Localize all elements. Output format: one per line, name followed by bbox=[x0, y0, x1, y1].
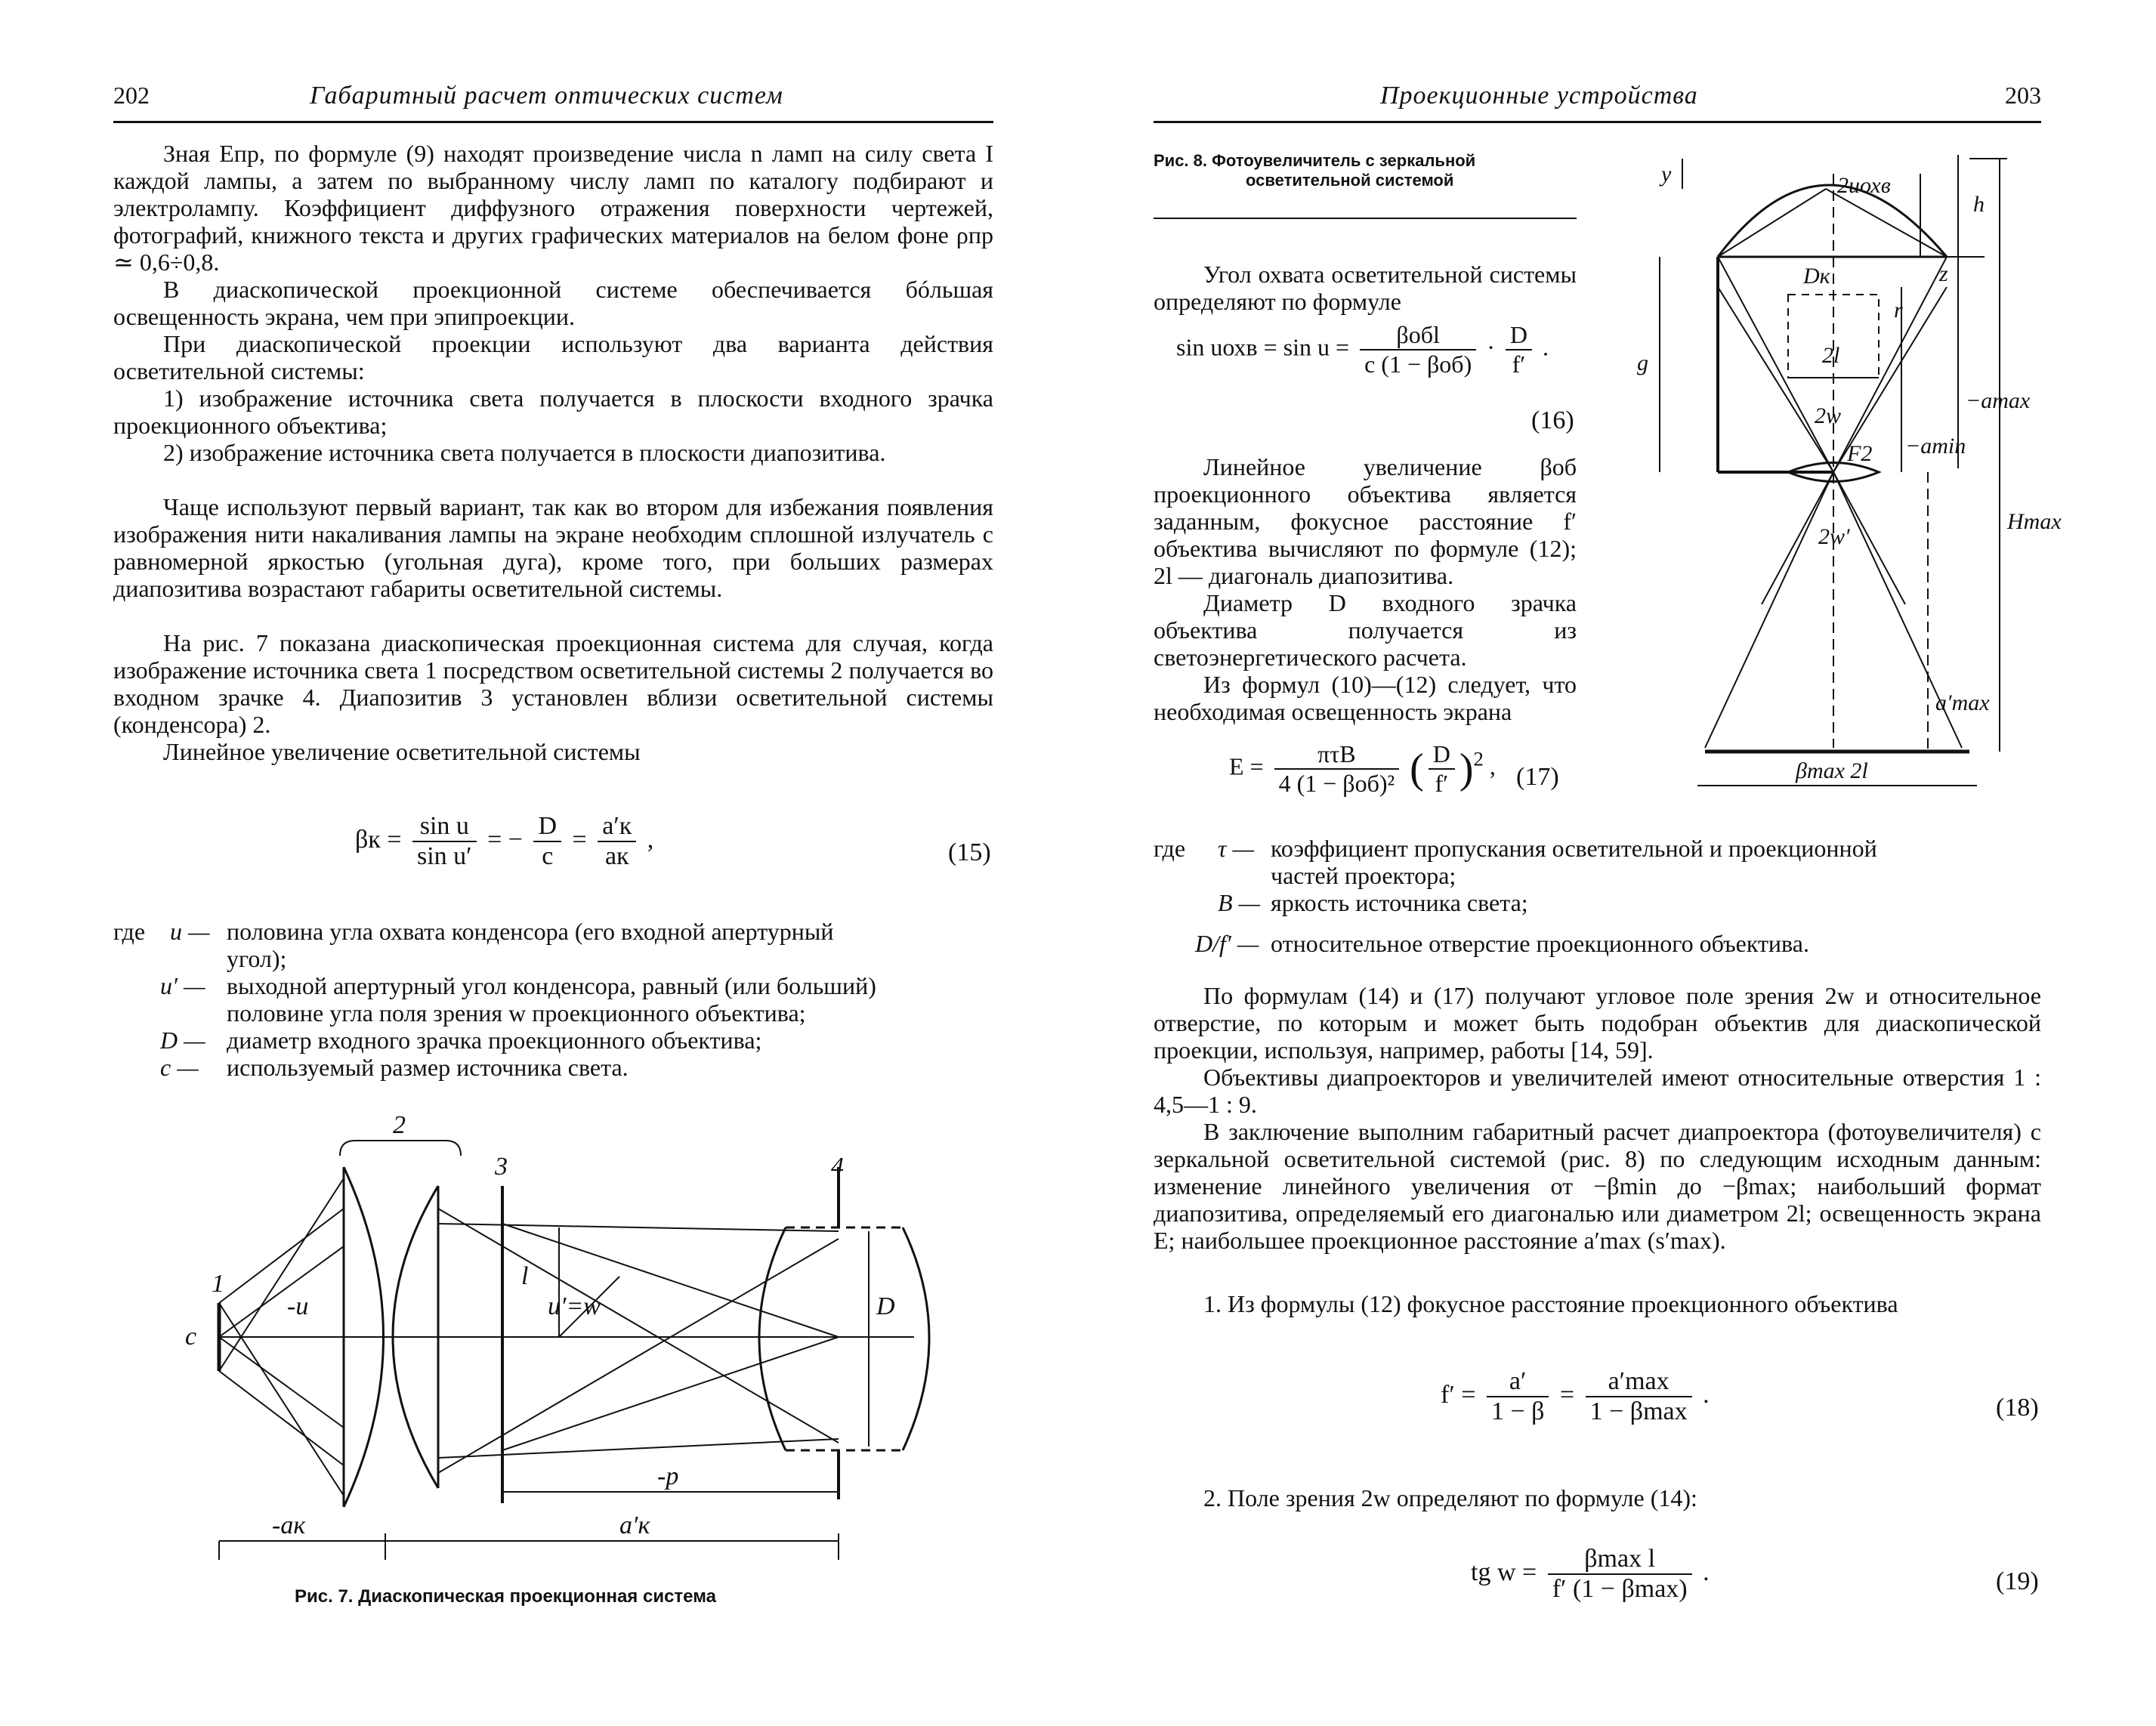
fig8-label-bottom: βmax 2l bbox=[1796, 758, 1868, 783]
fig7-label-4: 4 bbox=[831, 1153, 844, 1181]
fraction: $\frac{\text{sin u}}{\text{sin u′}}$ bbox=[412, 812, 477, 871]
fig7-label-2: 2 bbox=[393, 1111, 406, 1139]
equation-15: βк = $\frac{\text{sin u}}{\text{sin u′}}$ = − $\frac{D}{c}$ = $\frac{a'к}{aк}$ , bbox=[355, 812, 654, 870]
paragraph: Угол охвата осветительной системы определяют по формуле bbox=[1154, 261, 1577, 315]
fraction: $\frac{\text{βmax l}}{f' (1 - \beta\max)}$ bbox=[1548, 1545, 1692, 1604]
fraction: $\frac{\text{βобl}}{\text{c (1 − βоб)}}$ bbox=[1360, 321, 1476, 378]
paragraph: 2) изображение источника света получается в плоскости диапозитива. bbox=[163, 439, 886, 466]
where-word: где bbox=[1154, 835, 1186, 862]
paragraph: При диаскопической проекции используют два варианта действия осветительной системы: bbox=[113, 330, 993, 384]
equation-17: E = $\frac{\text{πτB}}{\text{4 (1 − βоб)²}}$ ( $\frac{D}{f'}$ )$^2$ , bbox=[1229, 740, 1496, 797]
def-symbol: D/f′ — bbox=[1195, 930, 1259, 957]
def-text: выходной апертурный угол конденсора, равный (или больший) bbox=[227, 972, 876, 999]
fraction: $\frac{D}{f'}$ bbox=[1429, 740, 1455, 798]
paragraph: В диаскопической проекционной системе обеспечивается бóльшая освещенность экрана, чем при эпипроекции. bbox=[113, 276, 993, 330]
paragraph: Чаще используют первый вариант, так как во втором для избежания появления изображения нити накаливания лампы на экране необходим сплошной излучатель с равномерной яркостью (угольная дуга), кроме того, при больших размерах диапозитива возрастают габариты осветительной системы. bbox=[113, 493, 993, 602]
fig8-label-amax: −amax bbox=[1966, 388, 2031, 413]
equation-number: (15) bbox=[948, 838, 991, 866]
fig7-label-ak2: a′к bbox=[619, 1511, 650, 1539]
def-text: относительное отверстие проекционного объектива. bbox=[1271, 930, 1809, 957]
def-text: диаметр входного зрачка проекционного объектива; bbox=[227, 1027, 762, 1054]
def-text: угол); bbox=[227, 945, 287, 972]
equation-number: (17) bbox=[1516, 763, 1559, 791]
def-text: коэффициент пропускания осветительной и проекционной bbox=[1271, 835, 1877, 862]
paragraph: Линейное увеличение βоб проекционного объектива является заданным, фокусное расстояние f′ объектива вычисляют по формуле (12); 2l — диагональ диапозитива. bbox=[1154, 453, 1577, 589]
def-symbol: τ — bbox=[1218, 835, 1254, 862]
eq-sign: = bbox=[572, 825, 587, 854]
def-symbol: B — bbox=[1218, 889, 1260, 916]
def-text: половине угла поля зрения w проекционного объектива; bbox=[227, 999, 806, 1027]
fraction: $\frac{D}{c}$ bbox=[533, 812, 561, 871]
figure-7-caption: Рис. 7. Диаскопическая проекционная система bbox=[295, 1586, 716, 1607]
def-symbol: c — bbox=[160, 1054, 199, 1081]
running-title: Проекционные устройства bbox=[1380, 82, 1698, 110]
page-number: 202 bbox=[113, 82, 150, 109]
fig8-label-h: h bbox=[1973, 192, 1985, 217]
fig8-label-2w: 2w bbox=[1815, 403, 1842, 428]
eq-lhs: βк = bbox=[355, 825, 402, 854]
equation-19: tg w = $\frac{\text{βmax l}}{f' (1 - \beta\max)}$ . bbox=[1471, 1545, 1710, 1603]
right-page bbox=[1078, 0, 2156, 1726]
definition-list bbox=[1154, 835, 2045, 978]
fraction: $\frac{a'к}{aк}$ bbox=[598, 812, 636, 871]
fig8-label-Dk: Dк bbox=[1803, 264, 1830, 289]
eq-sign: = − bbox=[487, 825, 523, 854]
def-text: частей проектора; bbox=[1271, 862, 1456, 889]
paragraph: 1. Из формулы (12) фокусное расстояние проекционного объектива bbox=[1203, 1290, 1898, 1317]
fig7-label-l: l bbox=[521, 1262, 529, 1290]
equation-16: sin uохв = sin u = $\frac{\text{βобl}}{\text{c (1 − βоб)}}$ · $\frac{D}{f'}$ . bbox=[1176, 321, 1549, 378]
fig8-label-y: y bbox=[1661, 162, 1672, 187]
fig7-label-uw: u′=w bbox=[548, 1292, 601, 1320]
fig8-label-2l: 2l bbox=[1822, 343, 1840, 368]
paragraph: Диаметр D входного зрачка объектива получается из светоэнергетического расчета. bbox=[1154, 589, 1577, 671]
equation-number: (18) bbox=[1996, 1394, 2039, 1422]
def-symbol: D — bbox=[160, 1027, 205, 1054]
where-word: где bbox=[113, 918, 146, 945]
def-text: используемый размер источника света. bbox=[227, 1054, 629, 1081]
figure-8-caption: Рис. 8. Фотоувеличитель с зеркальной осветительной системой bbox=[1154, 151, 1476, 190]
fig8-label-z: z bbox=[1939, 261, 1948, 286]
fig7-label-3: 3 bbox=[495, 1153, 508, 1181]
fig7-label-1: 1 bbox=[212, 1270, 224, 1298]
paragraph: Линейное увеличение осветительной системы bbox=[163, 738, 641, 765]
fig7-label-ak: -aк bbox=[272, 1511, 306, 1539]
equation-18: f′ = $\frac{a'}{1 - \beta}$ = $\frac{a'\max}{1 - \beta\max}$ . bbox=[1441, 1367, 1710, 1425]
fig7-label-p: -p bbox=[657, 1462, 679, 1490]
equation-number: (19) bbox=[1996, 1567, 2039, 1595]
running-title: Габаритный расчет оптических систем bbox=[310, 82, 783, 110]
fig8-label-F2: F2 bbox=[1847, 441, 1873, 466]
fig7-label-c: c bbox=[185, 1323, 197, 1351]
paragraph: По формулам (14) и (17) получают угловое поле зрения 2w и относительное отверстие, по которым и может быть подобран объектив для диаскопической проекции, используя, например, работы [14, 59]. bbox=[1154, 982, 2041, 1064]
fraction: $\frac{a'\max}{1 - \beta\max}$ bbox=[1586, 1367, 1692, 1426]
fraction: $\frac{D}{f'}$ bbox=[1506, 321, 1532, 378]
def-symbol: u — bbox=[170, 918, 210, 945]
fig8-label-r: r bbox=[1894, 298, 1903, 323]
fraction: $\frac{a'}{1 - \beta}$ bbox=[1487, 1367, 1549, 1426]
equation-number: (16) bbox=[1531, 406, 1574, 434]
paragraph: В заключение выполним габаритный расчет диапроектора (фотоувеличителя) с зеркальной осветительной системой (рис. 8) по следующим исходным данным: изменение линейного увеличения от −βmin до −βmax; наибольший формат диапозитива, определяемый его диагональю или диаметром 2l; освещенность экрана E; наибольшее проекционное расстояние a′max (s′max). bbox=[1154, 1118, 2041, 1254]
fig8-label-amin: −amin bbox=[1905, 434, 1966, 459]
paragraph: 1) изображение источника света получается в плоскости входного зрачка проекционного объектива; bbox=[113, 384, 993, 439]
def-text: половина угла охвата конденсора (его входной апертурный bbox=[227, 918, 834, 945]
paragraph: Объективы диапроекторов и увеличителей имеют относительные отверстия 1 : 4,5—1 : 9. bbox=[1154, 1064, 2041, 1118]
paragraph: 2. Поле зрения 2w определяют по формуле (14): bbox=[1203, 1484, 1697, 1511]
page-number: 203 bbox=[2005, 82, 2041, 109]
fig7-label-D: D bbox=[876, 1292, 895, 1320]
paragraph: Зная Eпр, по формуле (9) находят произведение числа n ламп на силу света I каждой лампы, а затем по выбранному числу ламп по каталогу подбирают и электролампу. Коэффициент диффузного отражения поверхности чертежей, фотографий, книжного текста и других графических материалов на белом фоне ρпр ≃ 0,6÷0,8. bbox=[113, 140, 993, 276]
fig8-label-ampmax: a′max bbox=[1935, 690, 1990, 715]
paragraph: Из формул (10)—(12) следует, что необходимая освещенность экрана bbox=[1154, 671, 1577, 725]
fig8-label-g: g bbox=[1637, 350, 1648, 375]
def-symbol: u′ — bbox=[160, 972, 205, 999]
fig7-label-u: -u bbox=[287, 1292, 309, 1320]
def-text: яркость источника света; bbox=[1271, 889, 1528, 916]
paragraph: На рис. 7 показана диаскопическая проекционная система для случая, когда изображение источника света 1 посредством осветительной системы 2 получается во входном зрачке 4. Диапозитив 3 установлен вблизи осветительной системы (конденсора) 2. bbox=[113, 629, 993, 738]
fig8-label-Hmax: Hmax bbox=[2007, 509, 2062, 534]
fig8-label-2wp: 2w′ bbox=[1818, 524, 1850, 549]
fraction: $\frac{\text{πτB}}{\text{4 (1 − βоб)²}}$ bbox=[1274, 740, 1400, 798]
fig8-label-uoxv: 2uохв bbox=[1837, 173, 1891, 198]
